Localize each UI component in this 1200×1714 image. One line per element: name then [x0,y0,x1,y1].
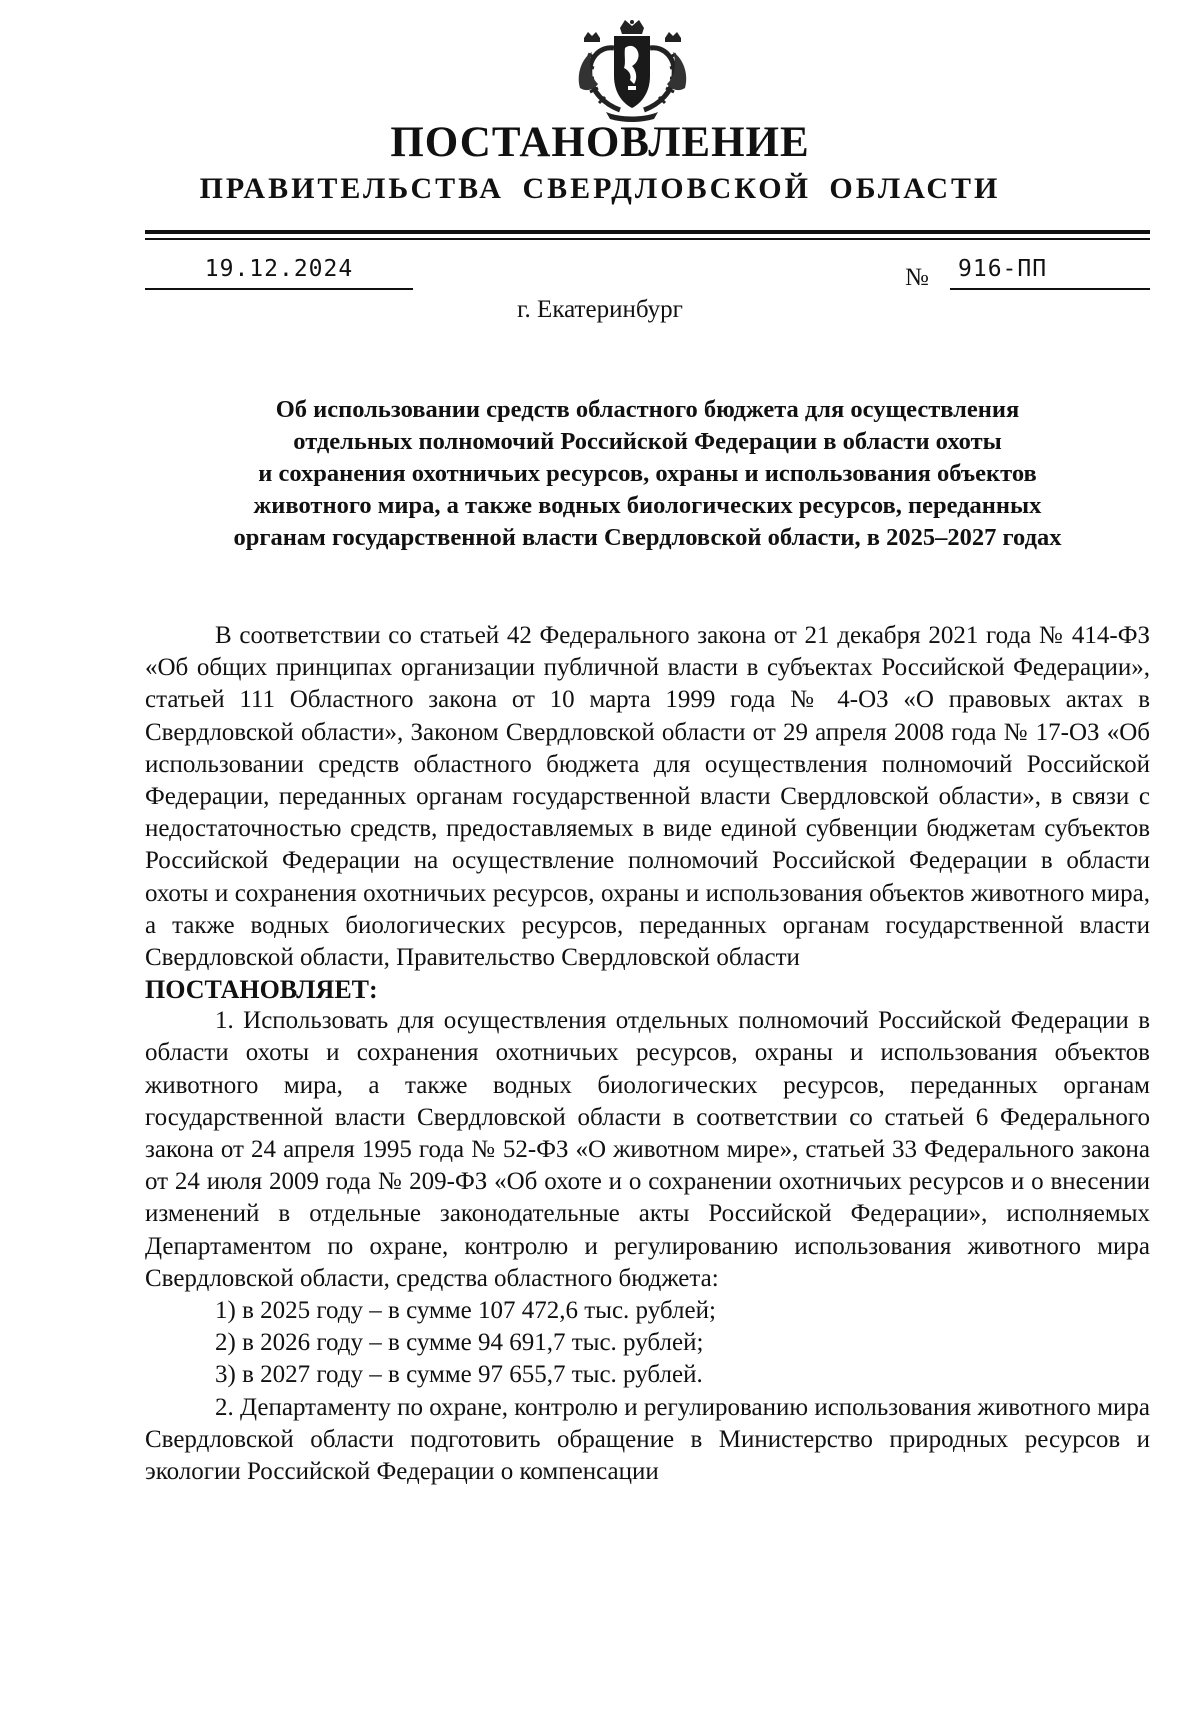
subject-line: и сохранения охотничьих ресурсов, охраны и использования объектов [258,460,1037,487]
coat-of-arms-icon [570,18,695,123]
preamble-paragraph: В соответствии со статьей 42 Федерального закона от 21 декабря 2021 года № 414-ФЗ «Об общих принципах организации публичной власти в субъектах Российской Федерации», статьей 111 Областного закона от 10 марта 1999 года № 4-ОЗ «О правовых актах в Свердловской области», Законом Свердловской области от 29 апреля 2008 года № 17-ОЗ «Об использовании средств областного бюджета для осуществления полномочий Российской Федерации, переданных органам государственной власти Свердловской области», в связи с недостаточностью средств, предоставляемых в виде единой субвенции бюджетам субъектов Российской Федерации на осуществление полномочий Российской Федерации в области охоты и сохранения охотничьих ресурсов, охраны и использования объектов животного мира, а также водных биологических ресурсов, переданных органам государственной власти Свердловской области, Правительство Свердловской области [145,622,1150,972]
document-body [145,620,1150,1488]
document-date: 19.12.2024 [204,256,354,282]
document-number: 916-ПП [958,256,1048,282]
header-divider-thick [145,230,1150,234]
subject-line: органам государственной власти Свердловской области, в 2025–2027 годах [233,524,1062,551]
clause-2: 2. Департаменту по охране, контролю и регулированию использования животного мира Свердловской области подготовить обращение в Министерство природных ресурсов и экологии Российской Федерации о компенсации [145,1393,1150,1486]
issuer-name: ПРАВИТЕЛЬСТВА СВЕРДЛОВСКОЙ ОБЛАСТИ [199,172,1001,205]
clause-1-subitem: 3) в 2027 году – в сумме 97 655,7 тыс. рублей. [215,1361,703,1389]
subject-line: животного мира, а также водных биологических ресурсов, переданных [253,492,1042,519]
header-divider-thin [145,238,1150,240]
number-underline [950,288,1150,290]
document-title: ПОСТАНОВЛЕНИЕ [390,119,810,166]
clause-1: 1. Использовать для осуществления отдельных полномочий Российской Федерации в области охоты и сохранения охотничьих ресурсов, охраны и использования объектов животного мира, а также водных биологических ресурсов, переданных органам государственной власти Свердловской области в соответствии со статьей 6 Федерального закона от 24 апреля 1995 года № 52-ФЗ «О животном мире», статьей 33 Федерального закона от 24 июля 2009 года № 209-ФЗ «Об охоте и о сохранении охотничьих ресурсов и о внесении изменений в отдельные законодательные акты Российской Федерации», исполняемых Департаментом по охране, контролю и регулированию использования животного мира Свердловской области, средства областного бюджета: [145,1007,1150,1292]
decree-heading: ПОСТАНОВЛЯЕТ: [145,975,378,1005]
city: г. Екатеринбург [517,296,683,323]
number-sign: № [905,264,929,291]
subject-line: отдельных полномочий Российской Федерации в области охоты [293,428,1002,455]
clause-1-subitem: 1) в 2025 году – в сумме 107 472,6 тыс. рублей; [215,1297,716,1325]
date-underline [145,288,413,290]
subject-line: Об использовании средств областного бюджета для осуществления [275,396,1020,423]
clause-1-subitem: 2) в 2026 году – в сумме 94 691,7 тыс. рублей; [215,1329,704,1357]
document-subject [145,394,1150,554]
